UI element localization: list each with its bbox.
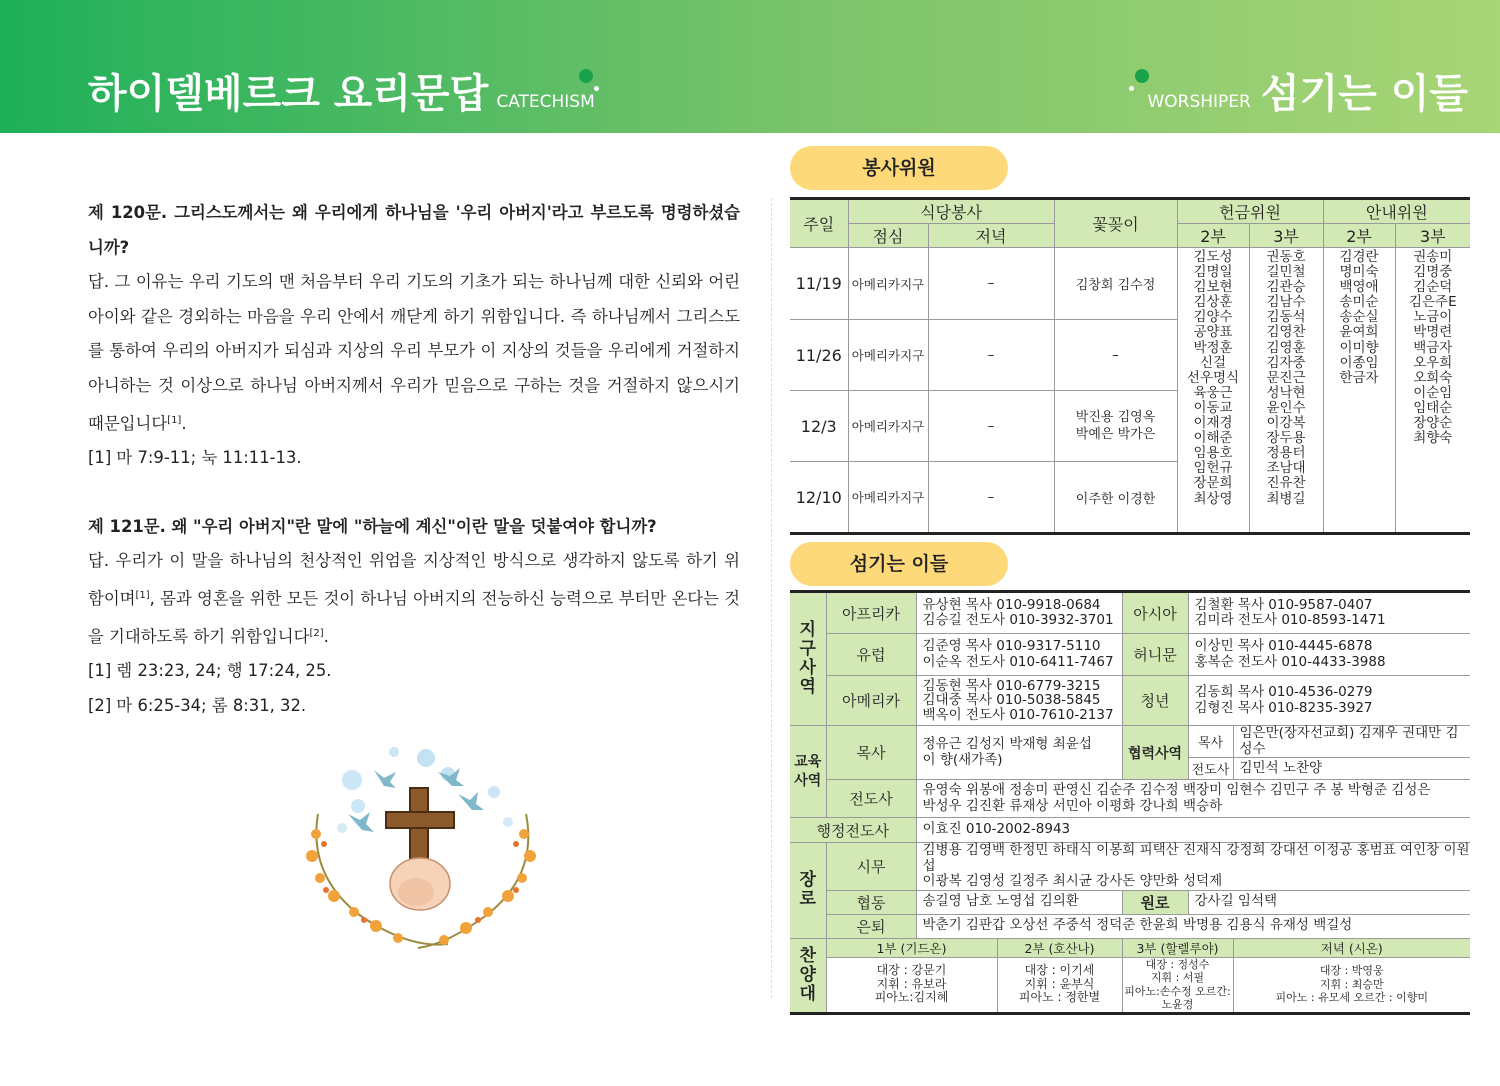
answer-120: 답. 그 이유는 우리 기도의 맨 처음부터 우리 기도의 기초가 되는 하나님께 대한 신뢰와 어린아이와 같은 경외하는 마음을 우리 안에서 깨닫게 하기 위함입니다. 즉 하나님께서 그리스도를 통하여 우리의 아버지가 되심과 지상의 우리 부모가 이 지상의 것들을 우리에게 거절하지 아니하는 것 이상으로 하나님 아버지께서 우리가 믿음으로 구하는 것을 거절하지 않으시기 때문입니다[1]. — [88, 272, 740, 433]
admin-evangelist-names: 이효진 010-2002-8943 — [916, 818, 1470, 843]
america-label: 아메리카 — [826, 676, 916, 726]
reference-120: [1] 마 7:9-11; 눅 11:11-13. — [88, 448, 302, 468]
asia-label: 아시아 — [1122, 592, 1188, 634]
associate-elder-label: 협동 — [826, 890, 916, 914]
catechism-text — [88, 196, 740, 723]
africa-label: 아프리카 — [826, 592, 916, 634]
evangelist-names: 유영숙 위봉애 정송미 판영신 김순주 김수정 백장미 임현수 김민구 주 봉 박형준 김성은 박성우 김진환 류재상 서민아 이평화 강나희 백승하 — [916, 780, 1470, 818]
serving-elder-names: 김병용 김영백 한정민 하태식 이봉희 피택산 진재식 강정희 강대선 이정공 홍범표 여인창 이원섭 이광복 김영성 길정주 최시균 강사돈 양만화 성덕제 — [916, 843, 1470, 891]
worship-title: 섬기는 이들 — [1260, 71, 1468, 117]
question-121: 제 121문. 왜 "우리 아버지"란 말에 "하늘에 계신"이란 말을 덧붙여야 합니까? — [88, 516, 657, 536]
worship-heading — [1147, 62, 1468, 119]
white-dot-icon — [1129, 86, 1134, 91]
worship-subtitle: WORSHIPER — [1147, 92, 1251, 112]
choir-4-info: 대장 : 박영웅 지휘 : 최승만 피아노 : 유모세 오르간 : 이향미 — [1233, 957, 1470, 1013]
offering-3bu-names: 권동호 길민철 김관승 김남수 김동석 김영찬 김영훈 김자중 문진근 성낙현 윤인수 이강복 장두용 정용터 조남대 진유찬 최병길 — [1249, 248, 1323, 534]
coop-evangelist-names: 김민석 노찬양 — [1233, 758, 1470, 780]
youth-names: 김동희 목사 010-4536-0279 김형진 목사 010-8235-3927 — [1188, 676, 1470, 726]
question-120: 제 120문. 그리스도께서는 왜 우리에게 하나님을 '우리 아버지'라고 부르도록 명령하셨습니까? — [88, 203, 740, 257]
catechism-title: 하이델베르크 요리문답 — [88, 71, 489, 117]
lunch-cell: 아메리카지구 — [848, 248, 928, 320]
coop-pastor-label: 목사 — [1188, 726, 1233, 758]
lunch-cell: 아메리카지구 — [848, 320, 928, 391]
choir-3-info: 대장 : 정성수 지휘 : 서필 피아노:손수정 오르간:노윤경 — [1122, 957, 1233, 1013]
associate-elder-names: 송길영 남호 노영섭 김의환 — [916, 890, 1122, 914]
header-offering: 헌금위원 — [1177, 199, 1323, 224]
catechism-subtitle: CATECHISM — [496, 92, 595, 112]
coop-pastor-names: 임은만(장자선교회) 김재우 권대만 김성수 — [1233, 726, 1470, 758]
asia-names: 김철환 목사 010-9587-0407 김미라 전도사 010-8593-1471 — [1188, 592, 1470, 634]
header-offering-2bu: 2부 — [1177, 224, 1249, 248]
header-flower: 꽃꽂이 — [1054, 199, 1177, 248]
table-row — [790, 248, 1470, 320]
admin-evangelist-label: 행정전도사 — [790, 818, 916, 843]
retired-elder-names: 박춘기 김판갑 오상선 주중석 정덕준 한윤희 박명용 김용식 유재성 백길성 — [916, 914, 1470, 938]
africa-names: 유상현 목사 010-9918-0684 김승길 전도사 010-3932-3701 — [916, 592, 1122, 634]
youth-label: 청년 — [1122, 676, 1188, 726]
flower-cell: 박진용 김영옥 박예은 박가은 — [1054, 391, 1177, 462]
header-week: 주일 — [790, 199, 848, 248]
date-cell: 11/19 — [790, 248, 848, 320]
honeymoon-names: 이상민 목사 010-4445-6878 홍복순 전도사 010-4433-3988 — [1188, 634, 1470, 676]
coop-evangelist-label: 전도사 — [1188, 758, 1233, 780]
flower-cell: – — [1054, 320, 1177, 391]
choir-2-name: 2부 (호산나) — [997, 938, 1122, 957]
column-divider — [771, 198, 772, 998]
service-section-title: 봉사위원 — [790, 146, 1008, 190]
district-label: 지 구 사 역 — [790, 592, 826, 726]
date-cell: 11/26 — [790, 320, 848, 391]
service-table — [790, 197, 1470, 535]
honeymoon-label: 허니문 — [1122, 634, 1188, 676]
date-cell: 12/3 — [790, 391, 848, 462]
dinner-cell: – — [928, 462, 1054, 534]
reference-121-1: [1] 렘 23:23, 24; 행 17:24, 25. — [88, 661, 332, 681]
header-dinner: 저녁 — [928, 224, 1054, 248]
pastor-label: 목사 — [826, 726, 916, 780]
header-guide-3bu: 3부 — [1395, 224, 1470, 248]
header-guide-2bu: 2부 — [1323, 224, 1395, 248]
dinner-cell: – — [928, 248, 1054, 320]
catechism-heading — [88, 62, 595, 119]
choir-4-name: 저녁 (시온) — [1233, 938, 1470, 957]
evangelist-label: 전도사 — [826, 780, 916, 818]
america-names: 김동현 목사 010-6779-3215 김대중 목사 010-5038-5845 백옥이 전도사 010-7610-2137 — [916, 676, 1122, 726]
europe-names: 김준영 목사 010-9317-5110 이순옥 전도사 010-6411-7467 — [916, 634, 1122, 676]
lunch-cell: 아메리카지구 — [848, 462, 928, 534]
lunch-cell: 아메리카지구 — [848, 391, 928, 462]
cross-hands-illustration — [298, 744, 548, 974]
guide-2bu-names: 김경란 명미숙 백영애 송미순 송순실 윤여희 이미향 이종임 한금자 — [1323, 248, 1395, 534]
offering-2bu-names: 김도성 김명일 김보현 김상훈 김양수 공양표 박정훈 신걸 선우명식 육웅근 이동교 이재경 이해준 임용호 임헌규 장문희 최상영 — [1177, 248, 1249, 534]
workers-section-title: 섬기는 이들 — [790, 542, 1008, 586]
education-label: 교육 사역 — [790, 726, 826, 818]
dinner-cell: – — [928, 320, 1054, 391]
page-header — [0, 0, 1500, 133]
choir-2-info: 대장 : 이기세 지휘 : 윤부식 피아노 : 정한별 — [997, 957, 1122, 1013]
date-cell: 12/10 — [790, 462, 848, 534]
serving-elder-label: 시무 — [826, 843, 916, 891]
answer-121: 답. 우리가 이 말을 하나님의 천상적인 위엄을 지상적인 방식으로 생각하지 않도록 하기 위함이며[1], 몸과 영혼을 위한 모든 것이 하나님 아버지의 전능하신 능력으로 부터만 온다는 것을 기대하도록 하기 위함입니다[2]. — [88, 551, 740, 646]
senior-elder-names: 강사길 임석택 — [1188, 890, 1470, 914]
workers-table — [790, 590, 1470, 1015]
europe-label: 유럽 — [826, 634, 916, 676]
header-lunch: 점심 — [848, 224, 928, 248]
flower-cell: 김창회 김수정 — [1054, 248, 1177, 320]
guide-3bu-names: 권송미 김명중 김순덕 김은주E 노금이 박명련 백금자 오우희 오희숙 이순임 임태순 장양순 최향숙 — [1395, 248, 1470, 534]
reference-121-2: [2] 마 6:25-34; 롬 8:31, 32. — [88, 695, 307, 715]
choir-label: 찬 양 대 — [790, 938, 826, 1013]
pastor-names: 정유근 김성지 박재형 최윤섭 이 향(새가족) — [916, 726, 1122, 780]
flower-cell: 이주한 이경한 — [1054, 462, 1177, 534]
cooperation-label: 협력사역 — [1122, 726, 1188, 780]
elder-label: 장 로 — [790, 843, 826, 939]
choir-1-info: 대장 : 강문기 지휘 : 유보라 피아노:김지혜 — [826, 957, 997, 1013]
senior-elder-label: 원로 — [1122, 890, 1188, 914]
green-dot-icon — [579, 69, 593, 83]
choir-3-name: 3부 (할렐루야) — [1122, 938, 1233, 957]
header-offering-3bu: 3부 — [1249, 224, 1323, 248]
header-guide: 안내위원 — [1323, 199, 1470, 224]
dinner-cell: – — [928, 391, 1054, 462]
white-dot-icon — [594, 86, 599, 91]
header-meal: 식당봉사 — [848, 199, 1054, 224]
retired-elder-label: 은퇴 — [826, 914, 916, 938]
choir-1-name: 1부 (기드온) — [826, 938, 997, 957]
